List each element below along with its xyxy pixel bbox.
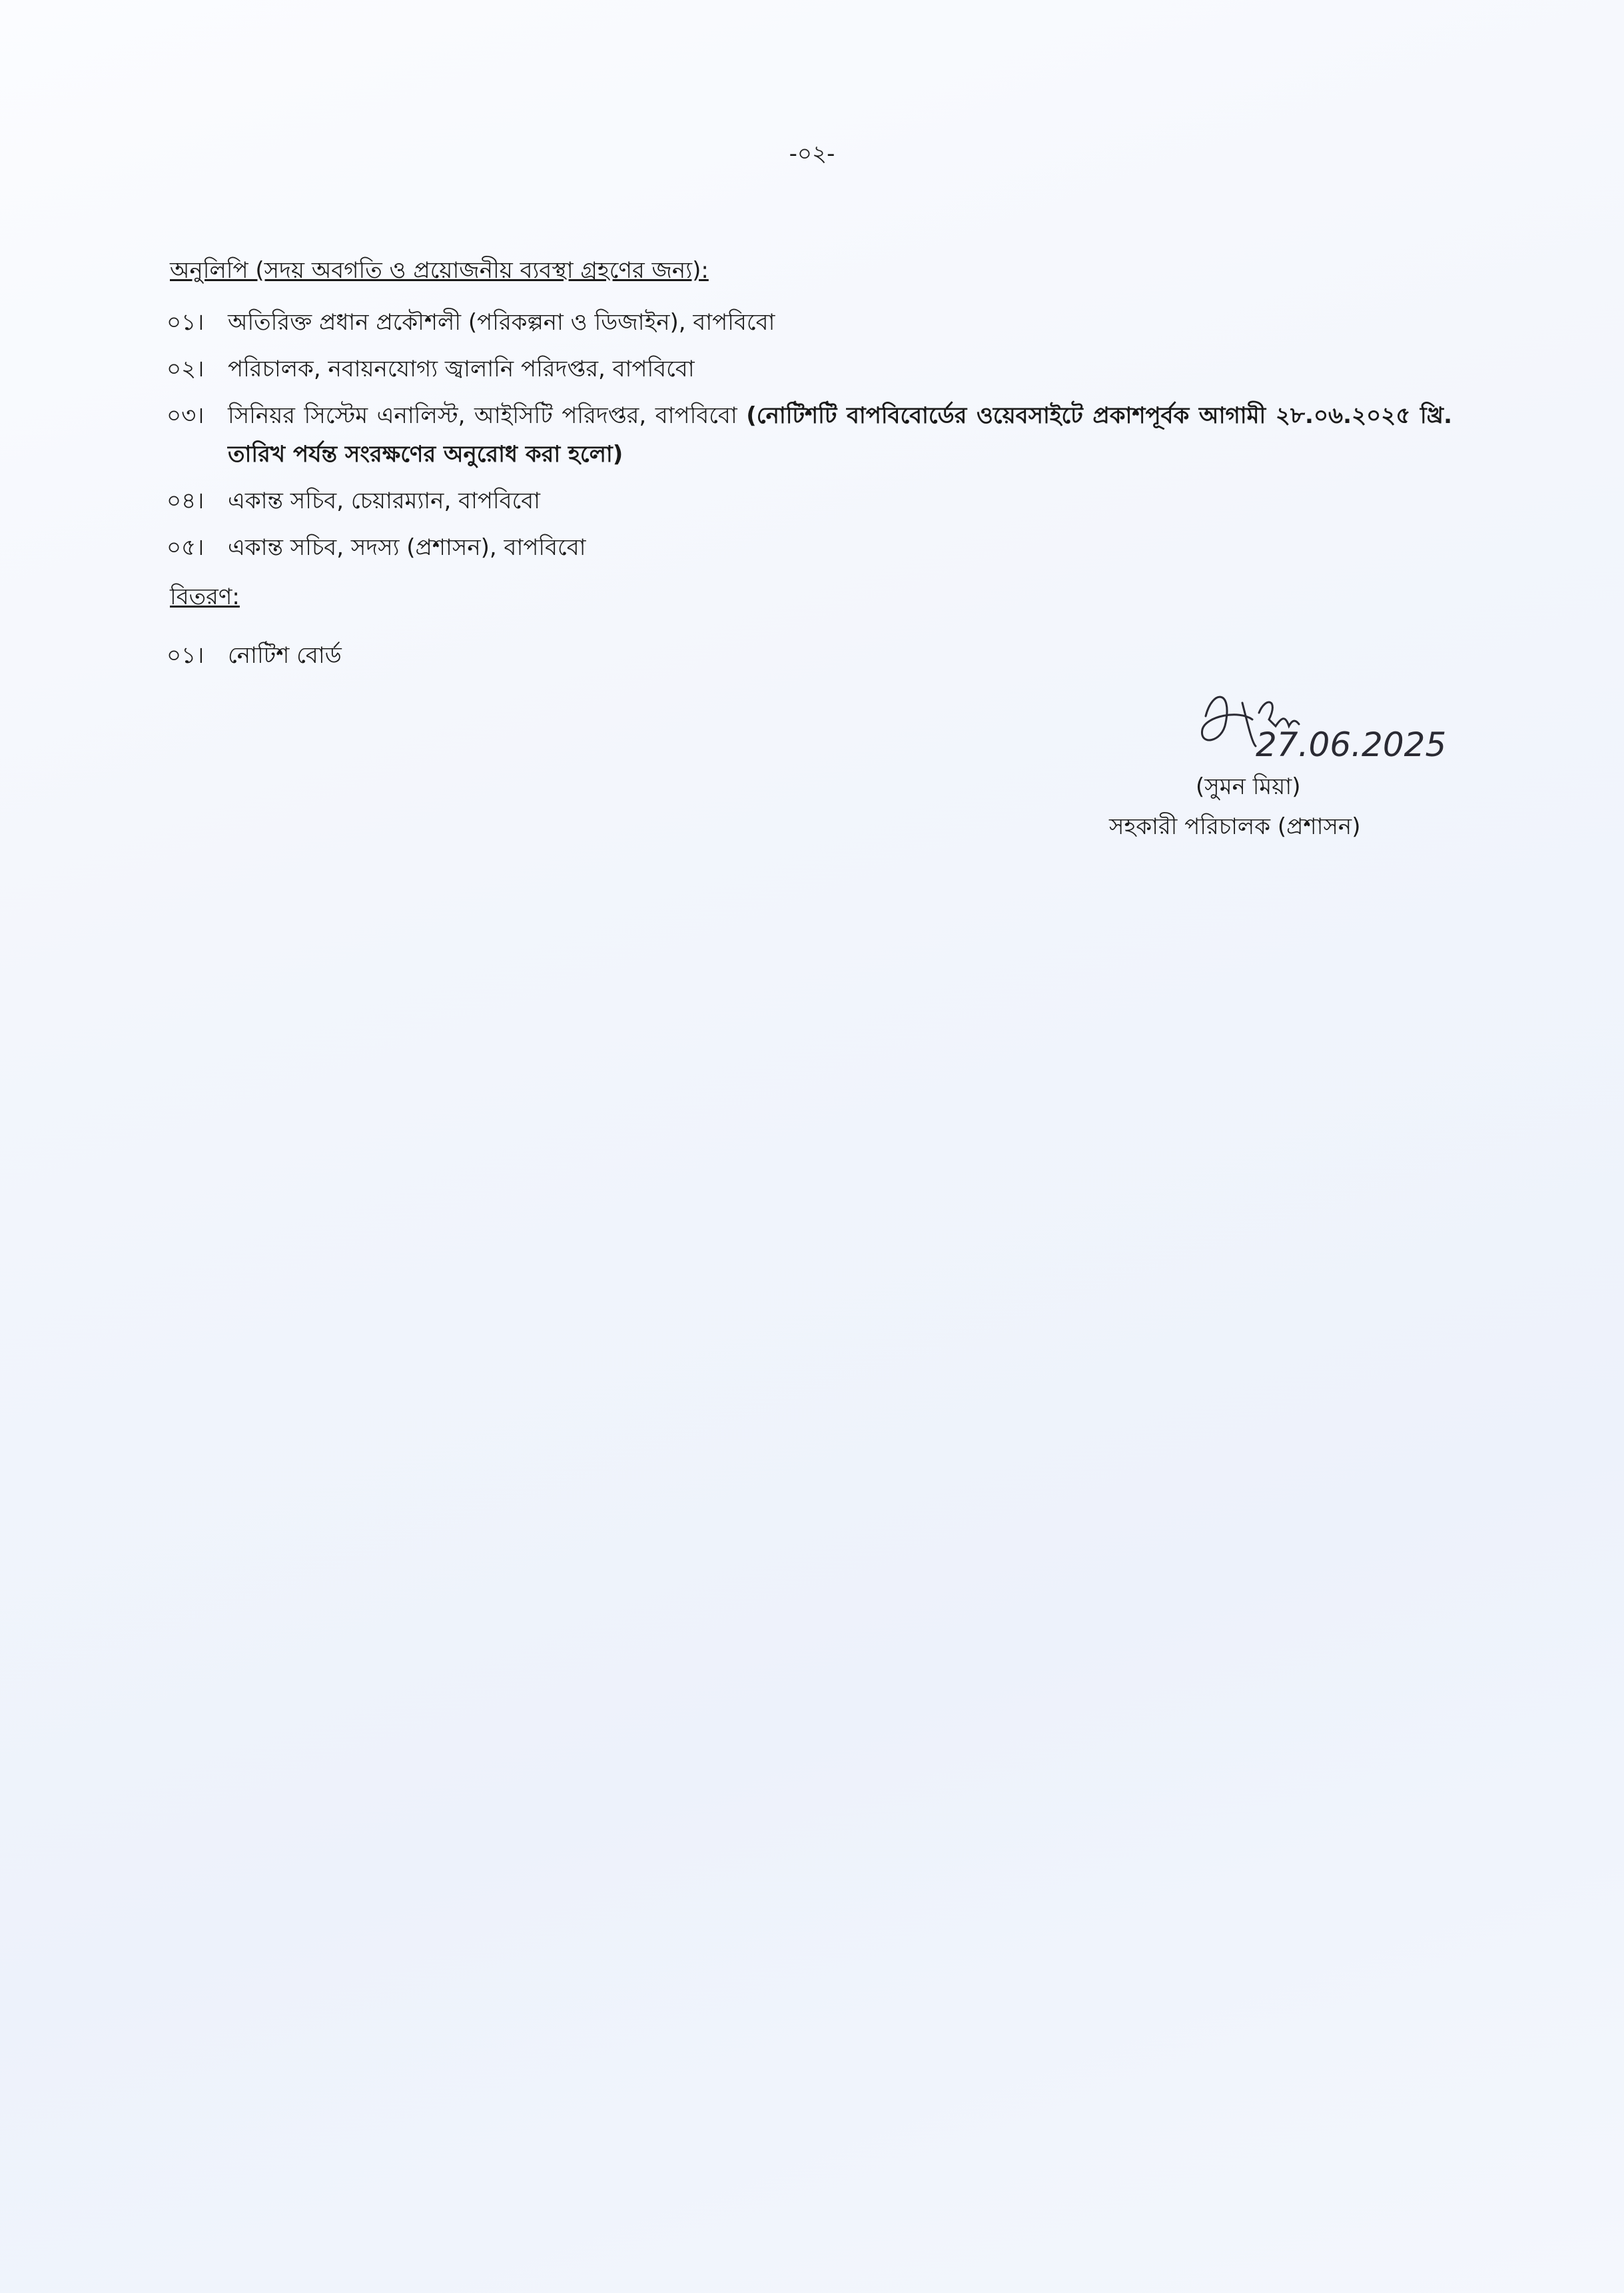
list-item: [167, 396, 1452, 474]
list-item: [167, 528, 1452, 567]
item-text-regular: একান্ত সচিব, চেয়ারম্যান, বাপবিবো: [228, 488, 541, 514]
handwritten-signature: [1186, 683, 1479, 783]
list-item: [167, 482, 1452, 520]
item-text-regular: একান্ত সচিব, সদস্য (প্রশাসন), বাপবিবো: [228, 534, 586, 561]
item-number: ০১।: [167, 309, 204, 336]
item-text: [228, 303, 1452, 342]
item-text-bold-note: (নোটিশটি বাপবিবোর্ডের ওয়েবসাইটে প্রকাশপূর্বক আগামী ২৮.০৬.২০২৫ খ্রি. তারিখ পর্যন্ত সংরক্ষণের অনুরোধ করা হলো): [228, 402, 1452, 468]
item-number: ০১।: [167, 642, 204, 669]
distribution-list: [167, 636, 342, 675]
item-text: [228, 528, 1452, 567]
item-number: ০৫।: [167, 534, 204, 561]
page-number: -০২-: [789, 141, 835, 167]
signer-title: সহকারী পরিচালক (প্রশাসন): [1109, 813, 1361, 840]
item-number: ০৩।: [167, 402, 204, 429]
copy-heading: অনুলিপি (সদয় অবগতি ও প্রয়োজনীয় ব্যবস্থা গ্রহণের জন্য):: [170, 257, 709, 284]
item-number: ০২।: [167, 356, 204, 382]
item-text: [228, 482, 1452, 520]
item-text: [228, 350, 1452, 388]
signer-name: (সুমন মিয়া): [1196, 773, 1301, 800]
signature-date: 27.06.2025: [1256, 725, 1447, 764]
list-item: [167, 350, 1452, 388]
item-text-regular: পরিচালক, নবায়নযোগ্য জ্বালানি পরিদপ্তর, বাপবিবো: [228, 356, 695, 382]
item-text-regular: অতিরিক্ত প্রধান প্রকৌশলী (পরিকল্পনা ও ডিজাইন), বাপবিবো: [228, 309, 775, 336]
item-number: ০৪।: [167, 488, 204, 514]
copy-list: [167, 303, 1452, 575]
item-text: নোটিশ বোর্ড: [228, 642, 342, 669]
item-text-regular: সিনিয়র সিস্টেম এনালিস্ট, আইসিটি পরিদপ্তর, বাপবিবো: [228, 402, 747, 429]
distribution-heading: বিতরণ:: [170, 584, 240, 610]
item-text: [228, 396, 1452, 474]
list-item: [167, 303, 1452, 342]
list-item: [167, 636, 342, 675]
